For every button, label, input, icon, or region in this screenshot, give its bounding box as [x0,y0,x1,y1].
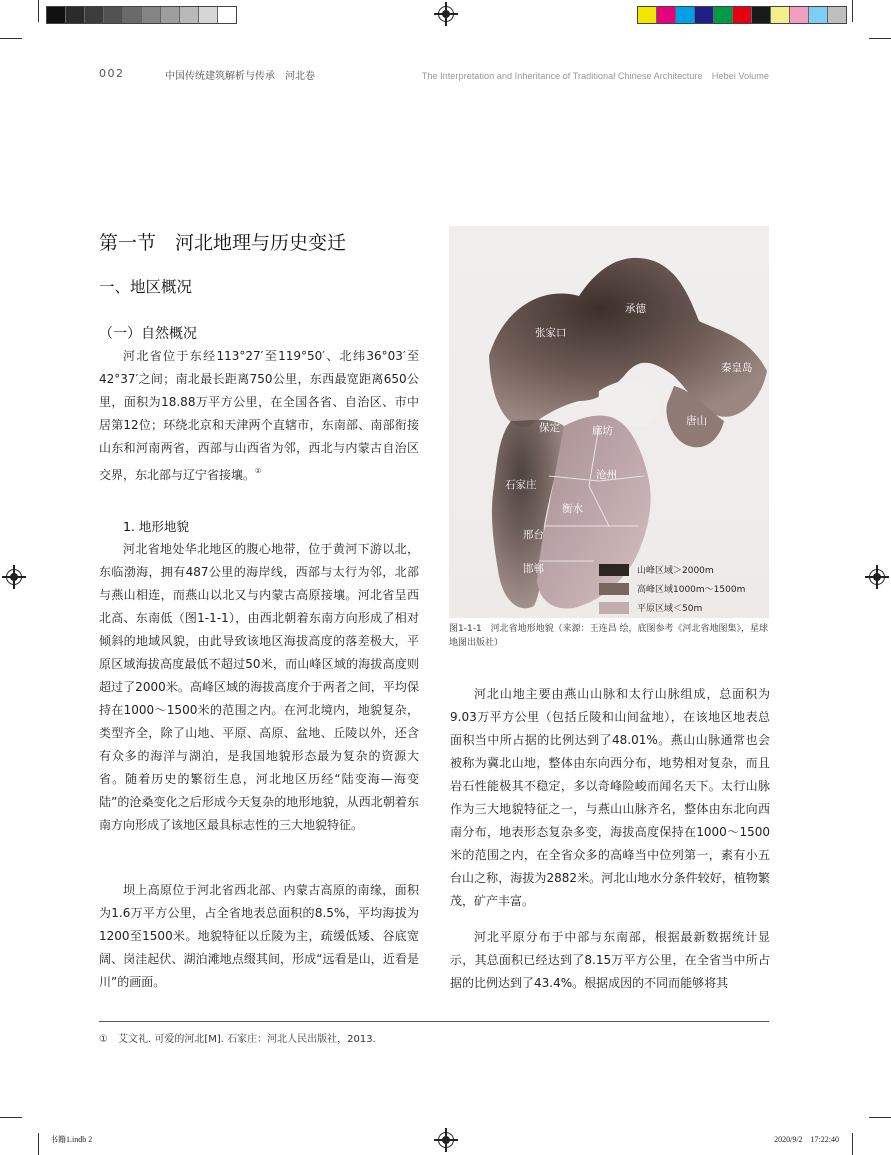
figure-caption: 图1-1-1 河北省地形地貌（来源：王连昌 绘，底图参考《河北省地图集》，星球地图出版社） [449,624,769,648]
city-label-handan: 邯郸 [523,563,544,575]
crop-mark [0,1117,22,1118]
city-label-cangzhou: 沧州 [596,469,617,481]
legend-swatch [599,602,629,614]
city-label-hengshui: 衡水 [562,503,583,515]
registration-mark-icon [869,569,885,585]
color-swatch [180,7,199,23]
body-paragraph: 河北山地主要由燕山山脉和太行山脉组成，总面积为9.03万平方公里（包括丘陵和山间盆地），在该地区地表总面积当中所占据的比例达到了48.01%。燕山山脉通常也会被称为冀北山地，整体由东向西分布，地势相对复杂，而且岩石性能极其不稳定，多以奇峰险峻而闻名天下。太行山脉作为三大地貌特征之一，与燕山山脉齐名，整体由东北向西南分布，地表形态复杂多变，海拔高度保持在1000～1500米的范围之内，在全省众多的高峰当中位列第一，素有小五台山之称，海拔为2882米。河北山地水分条件较好，植物繁茂，矿产丰富。 [450,687,770,908]
city-label-baoding: 保定 [539,422,560,434]
city-label-zhangjiakou: 张家口 [535,327,567,339]
running-header-en: The Interpretation and Inheritance of Traditional Chinese Architecture Hebei Volume [421,71,769,81]
registration-mark-icon [438,6,454,22]
subsubsection-title: （一）自然概况 [99,326,197,342]
running-header-zh: 中国传统建筑解析与传承 河北卷 [165,71,315,82]
legend-label: 高峰区域1000m～1500m [637,585,746,595]
color-swatch [809,7,828,23]
intro-paragraph: 河北省位于东经113°27′至119°50′、北纬36°03′至42°37′之间；南北最长距离750公里，东西最宽距离650公里，面积为18.88万平方公里，在全国各省、自治区、市中居第12位；环绕北京和天津两个直辖市，东南部、南部衔接山东和河南两省，西部与山西省为邻，西北与内蒙古自治区交界，东北部与辽宁省接壤。① [99,349,419,482]
color-swatch [695,7,714,23]
crop-mark [38,0,39,22]
topic-title: 1. 地形地貌 [123,519,189,534]
crop-mark [869,1117,891,1118]
city-label-langfang: 廊坊 [592,425,613,437]
city-label-shijiazhuang: 石家庄 [505,479,537,491]
legend-swatch [599,583,629,595]
color-swatch [85,7,104,23]
crop-mark [852,1133,853,1155]
color-swatch [790,7,809,23]
legend-swatch [599,564,629,576]
gray-color-bar [46,6,237,24]
color-swatch [104,7,123,23]
city-label-qinhuangdao: 秦皇岛 [721,362,753,374]
body-paragraph: 河北平原分布于中部与东南部，根据最新数据统计显示，其总面积已经达到了8.15万平方公里，在全省当中所占据的比例达到了43.4%。根据成因的不同而能够将其 [450,930,770,990]
color-swatch [828,7,846,23]
footnote-divider [99,1021,769,1022]
page-number: 002 [99,67,125,80]
hebei-terrain-map [449,226,769,618]
color-swatch [733,7,752,23]
color-swatch [142,7,161,23]
section-title: 第一节 河北地理与历史变迁 [99,232,347,254]
city-label-chengde: 承德 [625,303,646,315]
color-swatch [771,7,790,23]
color-swatch [752,7,771,23]
subsection-title: 一、地区概况 [99,278,193,296]
city-label-xingtai: 邢台 [523,529,544,541]
footnote-ref[interactable]: ① [255,467,262,475]
legend-label: 平原区域＜50m [637,604,703,614]
crop-mark [852,0,853,22]
terrain-map-figure [449,226,769,618]
color-swatch [676,7,695,23]
color-swatch [638,7,657,23]
color-swatch [657,7,676,23]
legend-label: 山峰区域＞2000m [637,566,714,576]
color-swatch [47,7,66,23]
crop-mark [38,1133,39,1155]
color-calibration-bar [637,6,847,24]
crop-mark [869,38,891,39]
color-swatch [199,7,218,23]
color-swatch [714,7,733,23]
body-paragraph: 河北省地处华北地区的腹心地带，位于黄河下游以北，东临渤海，拥有487公里的海岸线，西部与太行为邻，北部与燕山相连，而燕山以北又与内蒙古高原接壤。河北省呈西北高、东南低（图1-1-1），由西北朝着东南方向形成了相对倾斜的地域风貌，由此导致该地区海拔高度的落差极大，平原区域海拔高度最低不超过50米，而山峰区域的海拔高度则超过了2000米。高峰区域的海拔高度介于两者之间，平均保持在1000～1500米的范围之内。在河北境内，地貌复杂，类型齐全，除了山地、平原、高原、盆地、丘陵以外，还含有众多的海洋与湖泊，是我国地貌形态最为复杂的资源大省。随着历史的繁衍生息，河北地区历经“陆变海—海变陆”的沧桑变化之后形成今天复杂的地形地貌，从西北朝着东南方向形成了该地区最具标志性的三大地貌特征。 [99,542,419,832]
legend-item-mountain [599,563,714,576]
color-swatch [123,7,142,23]
color-swatch [161,7,180,23]
legend-item-highland [599,582,745,595]
body-paragraph: 坝上高原位于河北省西北部、内蒙古高原的南缘，面积为1.6万平方公里，占全省地表总面积的8.5%，平均海拔为1200至1500米。地貌特征以丘陵为主，疏缓低矮、谷底宽阔、岗洼起伏、湖泊滩地点缀其间，形成“远看是山，近看是川”的画面。 [99,883,419,989]
print-slug-datetime: 2020/9/2 17:22:40 [774,1135,839,1144]
city-label-tangshan: 唐山 [686,415,707,427]
footnote: ① 艾文礼. 可爱的河北[M]. 石家庄：河北人民出版社，2013. [99,1034,376,1045]
crop-mark [0,38,22,39]
registration-mark-icon [6,569,22,585]
color-swatch [66,7,85,23]
color-swatch [218,7,236,23]
legend-item-plain [599,601,702,614]
print-slug-file: 书籍1.indb 2 [50,1135,93,1144]
registration-mark-icon [438,1132,454,1148]
